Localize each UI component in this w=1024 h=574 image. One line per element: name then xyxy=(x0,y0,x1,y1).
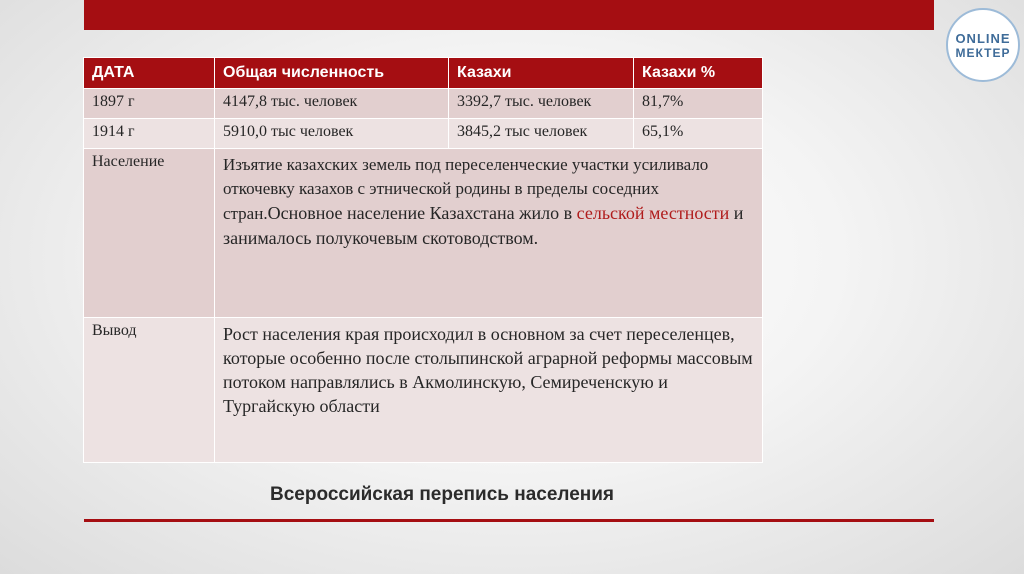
population-label: Население xyxy=(84,149,215,318)
population-text-part3: и занималось полукочевым скотоводством. xyxy=(223,203,744,248)
top-accent-bar xyxy=(84,0,934,30)
population-row xyxy=(84,149,763,318)
population-text-part1: Изъятие казахских земель под переселенческие участки усиливало откочевку казахов с этнической родины в пределы соседних стран. xyxy=(223,155,709,223)
table-row xyxy=(84,119,763,149)
population-text-highlight: сельской местности xyxy=(576,203,730,223)
cell-kazakhs: 3392,7 тыс. человек xyxy=(449,89,634,119)
conclusion-label: Вывод xyxy=(84,318,215,463)
cell-kazakhs-percent: 81,7% xyxy=(634,89,763,119)
header-total-population: Общая численность xyxy=(215,58,449,89)
cell-kazakhs-percent: 65,1% xyxy=(634,119,763,149)
slide-caption: Всероссийская перепись населения xyxy=(270,484,615,505)
header-date: ДАТА xyxy=(84,58,215,89)
logo-text-line2: МЕКТЕР xyxy=(955,45,1011,60)
cell-total-population: 4147,8 тыс. человек xyxy=(215,89,449,119)
cell-date: 1897 г xyxy=(84,89,215,119)
population-text-part2: Основное население Казахстана жило в xyxy=(267,203,577,223)
bottom-accent-line xyxy=(84,519,934,522)
conclusion-description: Рост населения края происходил в основном за счет переселенцев, которые особенно после столыпинской аграрной реформы массовым потоком направлялись в Акмолинскую, Семиреченскую и Тургайскую области xyxy=(215,318,763,463)
cell-total-population: 5910,0 тыс человек xyxy=(215,119,449,149)
header-kazakhs-percent: Казахи % xyxy=(634,58,763,89)
online-mekter-logo xyxy=(946,8,1020,82)
logo-text-line1: ONLINE xyxy=(955,30,1011,46)
cell-date: 1914 г xyxy=(84,119,215,149)
census-table xyxy=(83,57,763,463)
table-row xyxy=(84,89,763,119)
conclusion-row xyxy=(84,318,763,463)
table-header-row xyxy=(84,58,763,89)
header-kazakhs: Казахи xyxy=(449,58,634,89)
cell-kazakhs: 3845,2 тыс человек xyxy=(449,119,634,149)
population-description xyxy=(215,149,763,318)
